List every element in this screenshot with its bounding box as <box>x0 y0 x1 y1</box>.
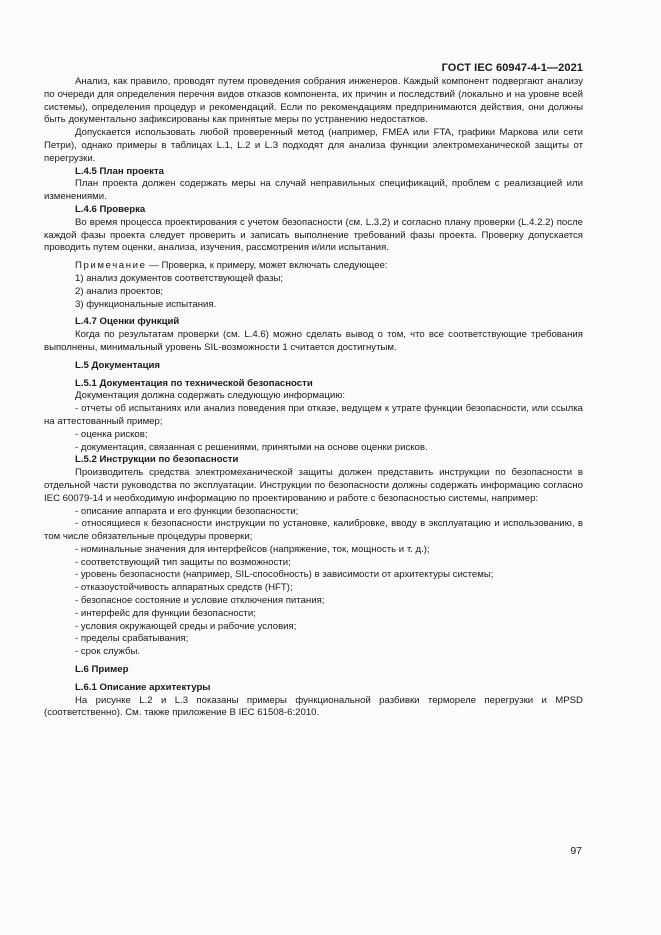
paragraph-analysis: Анализ, как правило, проводят путем проведения собрания инженеров. Каждый компонент подвергают анализу по очереди для определения перечня видов отказов компонента, их причин и последствий (локально и на уровне всей системы), определения процедур и рекомендаций. Если по рекомендациям предпринимаются действия, они должны быть документально зафиксированы как принятые меры по устранению недостатков. <box>44 76 583 126</box>
list-item: - номинальные значения для интерфейсов (напряжение, ток, мощность и т. д.); <box>75 543 430 555</box>
list-item: - описание аппарата и его функции безопасности; <box>75 505 299 517</box>
paragraph-safety-instructions: Производитель средства электромеханической защиты должен представить инструкции по безопасности в отдельной части руководства по эксплуатации. Инструкции по безопасности должны содержать информацию согласно IEC 60079-14 и необходимую информацию по проектированию и работе с безопасностью системы, например: <box>44 467 583 504</box>
document-id-header: ГОСТ IEC 60947-4-1—2021 <box>441 62 583 74</box>
list-item: - соответствующий тип защиты по возможности; <box>75 556 291 568</box>
note-item: 1) анализ документов соответствующей фазы; <box>75 272 284 284</box>
heading-l45: L.4.5 План проекта <box>75 165 164 177</box>
note <box>44 260 583 273</box>
note-item: 3) функциональные испытания. <box>75 298 217 310</box>
list-item: - интерфейс для функции безопасности; <box>75 607 256 619</box>
heading-l6: L.6 Пример <box>75 664 129 676</box>
list-item: - оценка рисков; <box>75 428 148 440</box>
heading-l5: L.5 Документация <box>75 359 161 371</box>
heading-l61: L.6.1 Описание архитектуры <box>75 681 211 693</box>
paragraph-function-assessment: Когда по результатам проверки (см. L.4.6) можно сделать вывод о том, что все соответствующие требования выполнены, минимальный уровень SIL-возможности 1 считается достигнутым. <box>44 329 583 353</box>
list-item: - отказоустойчивость аппаратных средств (HFT); <box>75 582 293 594</box>
heading-l51: L.5.1 Документация по технической безопасности <box>75 377 313 389</box>
paragraph-project-plan: План проекта должен содержать меры на случай неправильных спецификаций, проблем с реализацией или изменениями. <box>44 178 583 203</box>
heading-l47: L.4.7 Оценки функций <box>75 316 180 328</box>
list-item: - безопасное состояние и условие отключения питания; <box>75 595 325 607</box>
list-item: - отчеты об испытаниях или анализ поведения при отказе, ведущем к утрате функции безопасности, или ссылка на аттестованный пример; <box>44 403 583 427</box>
paragraph-documentation: Документация должна содержать следующую информацию: <box>75 390 346 402</box>
list-item: - условия окружающей среды и рабочие условия; <box>75 620 297 632</box>
document-body <box>44 76 583 720</box>
note-label: Примечание <box>75 260 147 272</box>
list-item: - уровень безопасности (например, SIL-способность) в зависимости от архитектуры системы; <box>75 569 494 581</box>
list-item: - относящиеся к безопасности инструкции по установке, калибровке, вводу в эксплуатацию и использованию, в том числе обязательные процедуры проверки; <box>44 518 583 543</box>
note-item: 2) анализ проектов; <box>75 285 164 297</box>
list-item: - пределы срабатывания; <box>75 633 189 645</box>
note-text: — Проверка, к примеру, может включать следующее: <box>146 260 388 272</box>
paragraph-methods: Допускается использовать любой проверенный метод (например, FMEA или FTA, графики Маркова или сети Петри), однако примеры в таблицах L.1, L.2 и L.3 подходят для анализа функции электромеханической защиты от перегрузки. <box>44 127 583 164</box>
heading-l52: L.5.2 Инструкции по безопасности <box>75 454 239 466</box>
paragraph-architecture: На рисунке L.2 и L.3 показаны примеры функциональной разбивки термореле перегрузки и MPSD (соответственно). См. также приложение В IEC 61508-6:2010. <box>44 694 583 719</box>
list-item: - документация, связанная с решениями, принятыми на основе оценки рисков. <box>75 441 428 453</box>
heading-l46: L.4.6 Проверка <box>75 203 146 215</box>
list-item: - срок службы. <box>75 646 141 658</box>
paragraph-verification: Во время процесса проектирования с учетом безопасности (см. L.3.2) и согласно плану проверки (L.4.2.2) после каждой фазы проекта следует проверить и записать выполнение требований фазы проекта. Проверку допускается проводить путем оценки, анализа, изучения, рассмотрения и/или испытания. <box>44 216 583 254</box>
page-number: 97 <box>570 845 582 857</box>
